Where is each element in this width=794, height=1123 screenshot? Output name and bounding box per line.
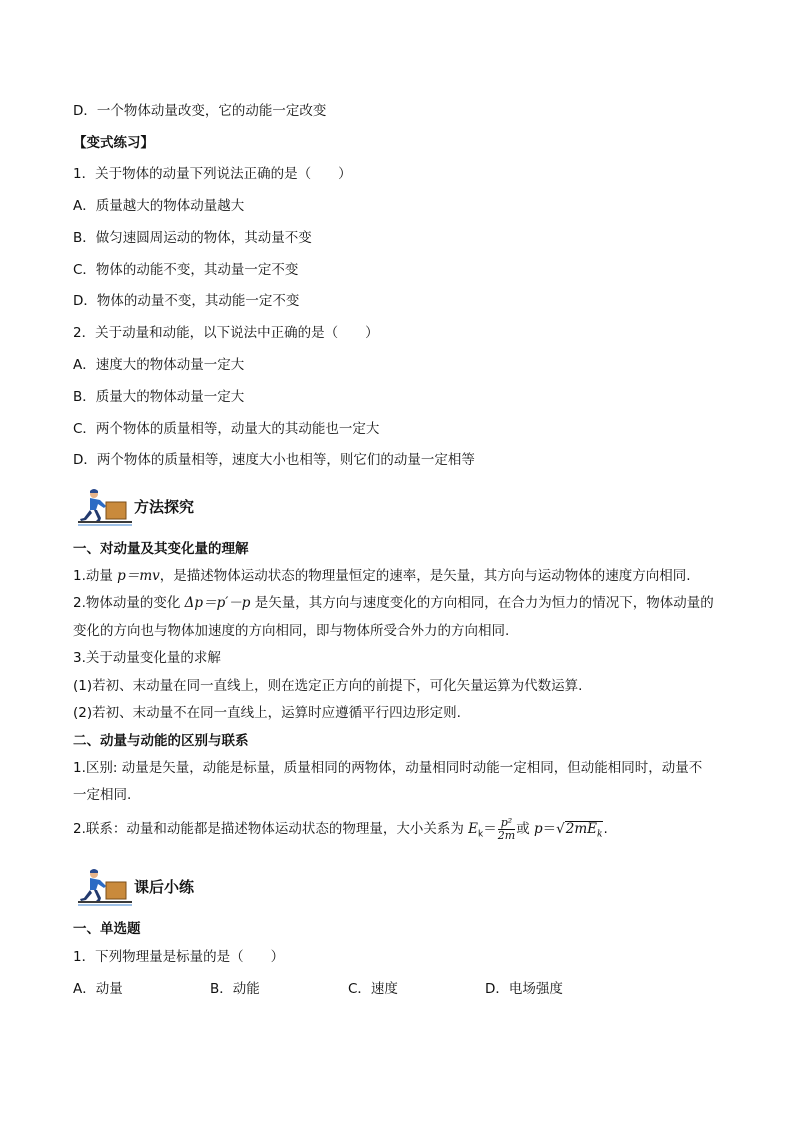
homework-q1-stem: 1．下列物理量是标量的是（ ） [73,949,285,965]
fraction-numerator: p² [498,817,515,830]
momentum-change-formula: Δp＝p′－p [184,595,251,611]
kinetic-energy-symbol: E [468,821,479,837]
variant-q2-option-a: A．速度大的物体动量一定大 [73,357,245,373]
homework-section-header [76,868,276,908]
relation-end: . [603,821,608,837]
relation-paragraph [73,814,608,850]
radicand-text: 2mE [565,821,597,837]
or-word: 或 [516,821,534,837]
sqrt-sign: √ [556,821,565,837]
fraction-denominator: 2m [497,828,516,842]
variant-practice-title: 【变式练习】 [73,135,154,151]
method-header-title: 方法探究 [134,498,195,516]
homework-q1-option-b: B．动能 [210,981,260,997]
momentum-formula: p＝mv [117,568,160,584]
previous-option-d: D．一个物体动量改变，它的动能一定改变 [73,103,327,119]
pushing-box-icon [76,868,136,908]
p2-suffix: 是矢量，其方向与速度变化的方向相同，在合力为恒力的情况下，物体动量的 [250,595,714,611]
homework-q1-option-d: D．电场强度 [485,981,563,997]
variant-q1-stem: 1．关于物体的动量下列说法正确的是（ ） [73,166,352,182]
homework-header-title: 课后小练 [134,878,195,896]
single-choice-section-title: 一、单选题 [73,921,141,937]
variant-q2-option-b: B．质量大的物体动量一定大 [73,389,245,405]
kinetic-energy-fraction [498,817,515,842]
variant-q1-option-d: D．物体的动量不变，其动能一定不变 [73,293,300,309]
method-section-1-title: 一、对动量及其变化量的理解 [73,541,249,557]
variant-q2-option-d: D．两个物体的质量相等，速度大小也相等，则它们的动量一定相等 [73,452,475,468]
sqrt-radicand [565,821,604,842]
variant-q1-option-c: C．物体的动能不变，其动量一定不变 [73,262,299,278]
relation-prefix: 2.联系：动量和动能都是描述物体运动状态的物理量，大小关系为 [73,821,469,837]
method-section-2-title: 二、动量与动能的区别与联系 [73,733,249,749]
difference-paragraph-line-2: 一定相同. [73,787,132,803]
momentum-symbol: p [533,821,543,837]
method-paragraph-3: 3.关于动量变化量的求解 [73,650,221,666]
equals-sign: ＝ [483,821,497,837]
homework-q1-option-a: A．动量 [73,981,123,997]
variant-q2-option-c: C．两个物体的质量相等，动量大的其动能也一定大 [73,421,380,437]
variant-q2-stem: 2．关于动量和动能，以下说法中正确的是（ ） [73,325,379,341]
homework-q1-option-c: C．速度 [348,981,398,997]
radicand-subscript: k [597,829,603,840]
p2-prefix: 2.物体动量的变化 [73,595,185,611]
method-paragraph-1 [73,567,691,585]
method-paragraph-3-1: (1)若初、末动量在同一直线上，则在选定正方向的前提下，可化矢量运算为代数运算. [73,678,583,694]
difference-paragraph-line-1: 1.区别: 动量是矢量，动能是标量，质量相同的两物体，动量相同时动能一定相同，但动能相同时，动量不 [73,760,703,776]
method-paragraph-2 [73,594,714,612]
p1-prefix: 1.动量 [73,568,118,584]
kinetic-energy-subscript: k [478,829,484,840]
variant-q1-option-a: A．质量越大的物体动量越大 [73,198,245,214]
method-paragraph-2-line-2: 变化的方向也与物体加速度的方向相同，即与物体所受合外力的方向相同. [73,623,510,639]
variant-q1-option-b: B．做匀速圆周运动的物体，其动量不变 [73,230,312,246]
equals-sign-2: ＝ [542,821,557,837]
method-section-header [76,488,276,528]
method-paragraph-3-2: (2)若初、末动量不在同一直线上，运算时应遵循平行四边形定则. [73,705,461,721]
pushing-box-icon [76,488,136,528]
p1-suffix: ，是描述物体运动状态的物理量恒定的速率，是矢量，其方向与运动物体的速度方向相同. [159,568,691,584]
